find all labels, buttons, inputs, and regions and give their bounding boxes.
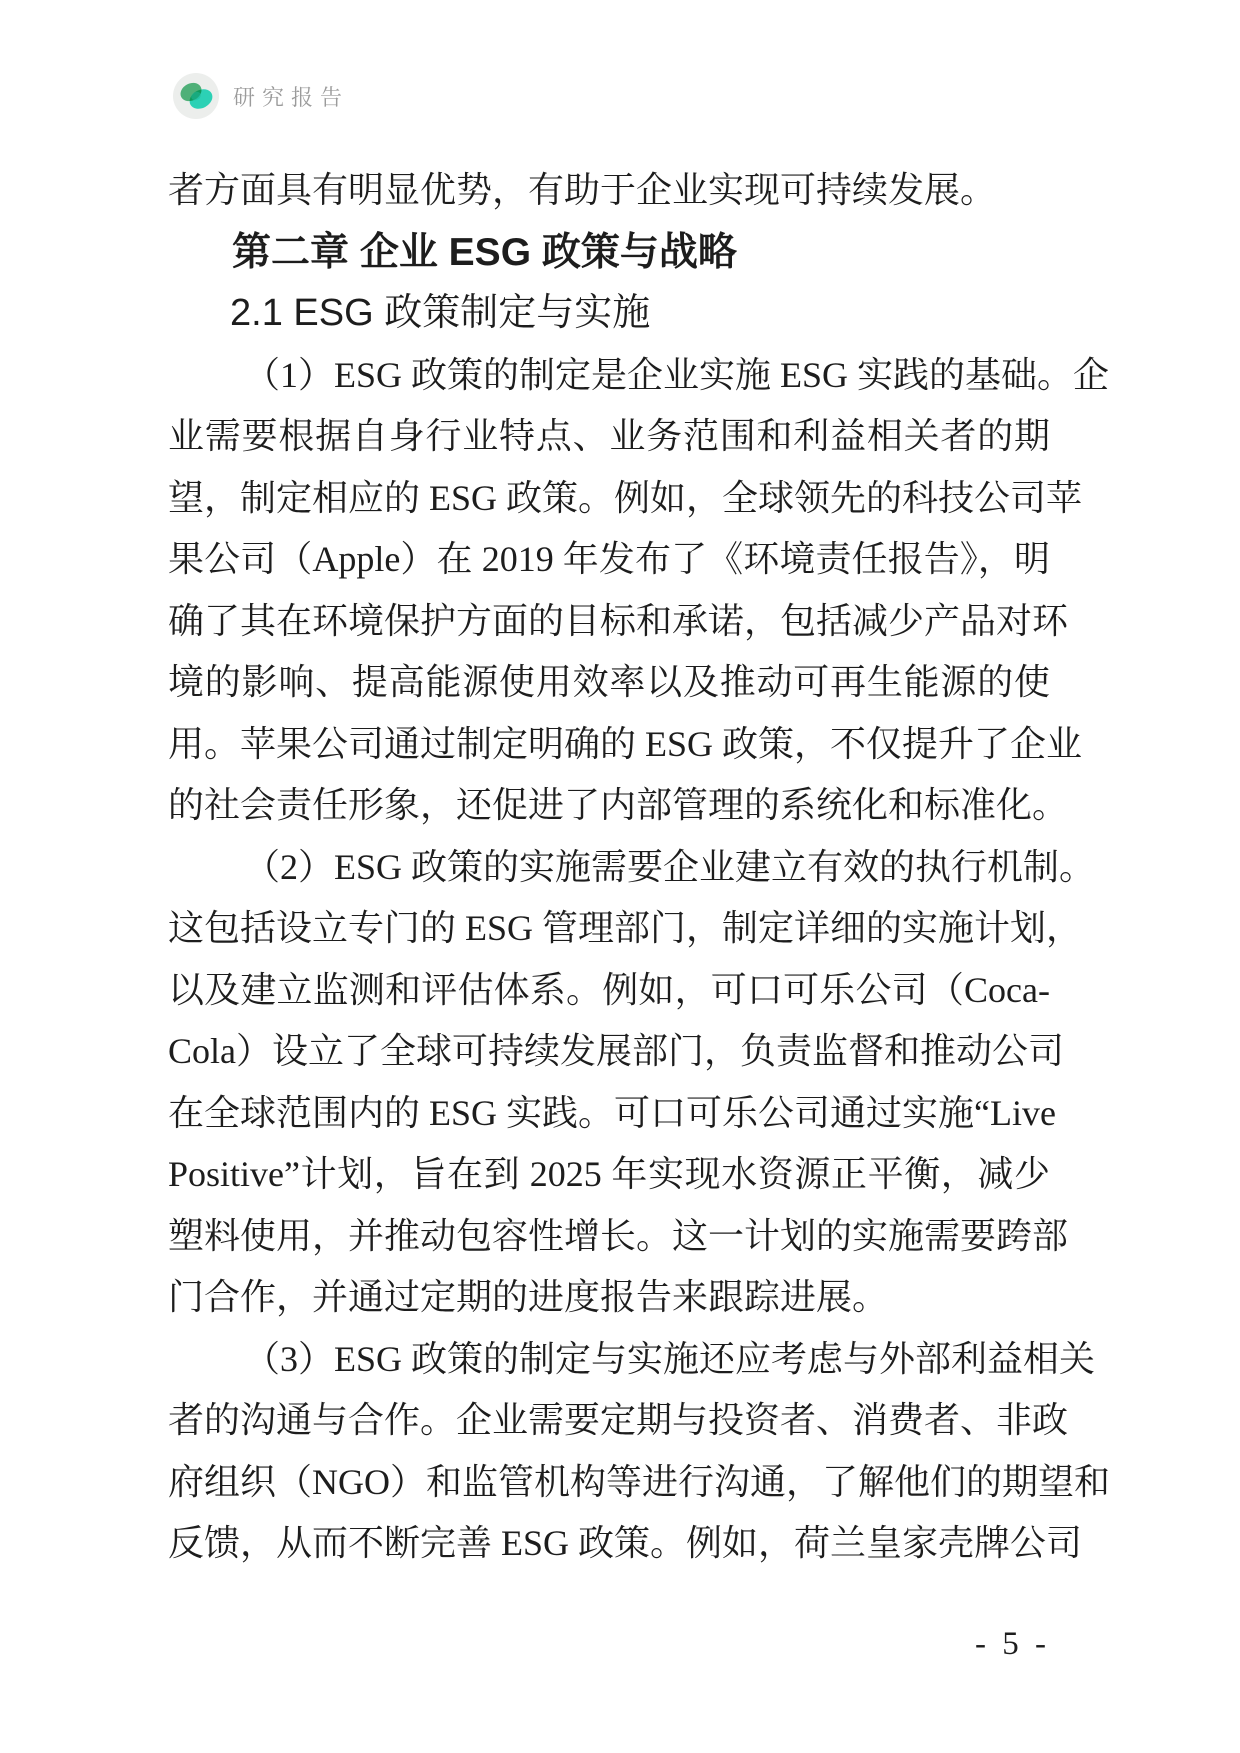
body-text-line: 这包括设立专门的 ESG 管理部门，制定详细的实施计划，: [168, 908, 1083, 948]
body-text-line: 的社会责任形象，还促进了内部管理的系统化和标准化。: [168, 785, 1069, 825]
body-text-line: （3）ESG 政策的制定与实施还应考虑与外部利益相关: [244, 1338, 1096, 1379]
body-text-line: 门合作，并通过定期的进度报告来跟踪进展。: [168, 1277, 889, 1317]
body-text-line: 以及建立监测和评估体系。例如，可口可乐公司（Coca-: [168, 969, 1050, 1010]
body-text-line: 果公司（Apple）在 2019 年发布了《环境责任报告》，明: [168, 539, 1050, 579]
brand-name: 研究报告: [233, 84, 350, 110]
body-text-line: 境的影响、提高能源使用效率以及推动可再生能源的使: [168, 662, 1050, 702]
body-text-line: 业需要根据自身行业特点、业务范围和利益相关者的期: [168, 416, 1050, 456]
body-text-line: 塑料使用，并推动包容性增长。这一计划的实施需要跨部: [168, 1215, 1069, 1256]
page-number: - 5 -: [975, 1626, 1050, 1662]
body-text-line: 用。苹果公司通过制定明确的 ESG 政策，不仅提升了企业: [168, 723, 1083, 764]
body-text-line: Positive”计划，旨在到 2025 年实现水资源正平衡，减少: [168, 1154, 1050, 1194]
body-text-line: 望，制定相应的 ESG 政策。例如，全球领先的科技公司苹: [168, 477, 1083, 518]
leaf-logo-icon: [172, 72, 220, 120]
body-text-line: 在全球范围内的 ESG 实践。可口可乐公司通过实施“Live: [168, 1092, 1056, 1133]
body-text-line: （1）ESG 政策的制定是企业实施 ESG 实践的基础。企: [244, 354, 1110, 395]
chapter-heading: 第二章 企业 ESG 政策与战略: [232, 230, 737, 274]
body-text-line: 反馈，从而不断完善 ESG 政策。例如，荷兰皇家壳牌公司: [168, 1523, 1083, 1563]
body-text-line: 府组织（NGO）和监管机构等进行沟通，了解他们的期望和: [168, 1461, 1110, 1502]
section-heading: 2.1 ESG 政策制定与实施: [230, 292, 651, 334]
body-text-line: Cola）设立了全球可持续发展部门，负责监督和推动公司: [168, 1031, 1064, 1071]
body-text-line: 者的沟通与合作。企业需要定期与投资者、消费者、非政: [168, 1400, 1069, 1440]
continuation-line: 者方面具有明显优势，有助于企业实现可持续发展。: [168, 170, 997, 210]
brand-logo: [172, 72, 349, 120]
body-text-line: （2）ESG 政策的实施需要企业建立有效的执行机制。: [244, 846, 1096, 887]
body-text-line: 确了其在环境保护方面的目标和承诺，包括减少产品对环: [168, 600, 1069, 641]
page-content: [168, 160, 1110, 1575]
